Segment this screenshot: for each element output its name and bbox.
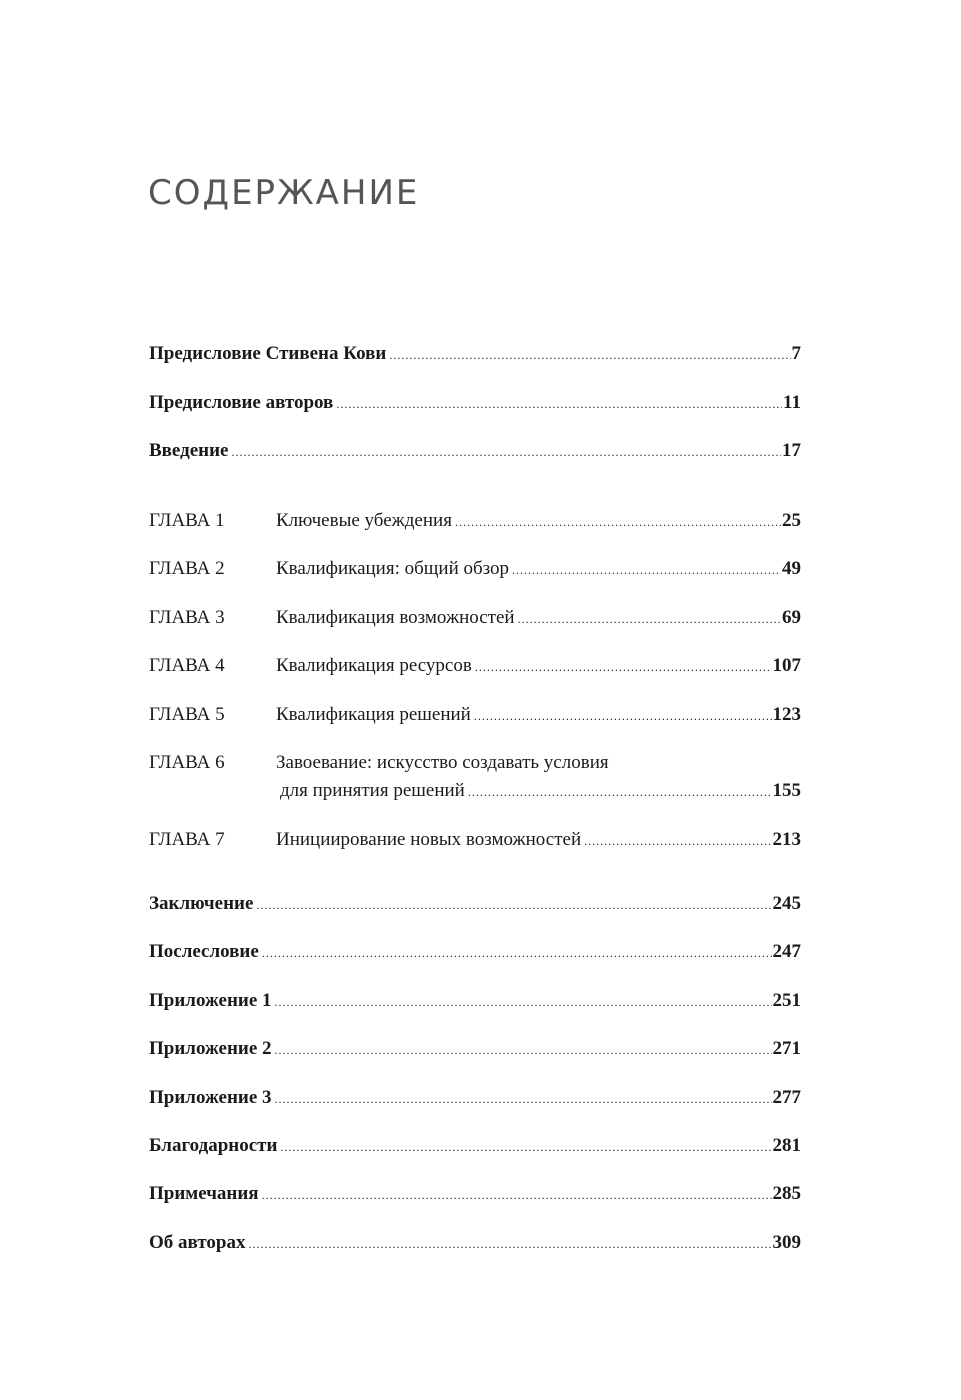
toc-page-number: 49 [782,558,801,579]
dot-leader [275,1085,772,1113]
toc-entry-title: Приложение 2 [149,1038,272,1059]
toc-entry-title: Об авторах [149,1232,246,1253]
toc-entry-chapter-3[interactable] [149,604,801,633]
chapter-label: ГЛАВА 6 [149,752,225,773]
toc-entry-title: Благодарности [149,1135,278,1156]
chapter-label: ГЛАВА 7 [149,829,225,850]
toc-page-number: 11 [783,392,801,413]
toc-entry-title: Завоевание: искусство создавать условия [276,752,609,773]
toc-entry-appendix-2[interactable] [149,1035,801,1064]
toc-entry-chapter-1[interactable] [149,507,801,536]
toc-page-number: 107 [772,655,801,676]
toc-entry-chapter-6[interactable] [149,749,801,806]
dot-leader [468,778,772,806]
chapter-label: ГЛАВА 5 [149,704,225,725]
toc-page-number: 277 [772,1087,801,1108]
toc-page-number: 213 [772,829,801,850]
chapter-label: ГЛАВА 1 [149,510,225,531]
chapter-label: ГЛАВА 2 [149,558,225,579]
dot-leader [474,702,772,730]
toc-page-number: 17 [782,440,801,461]
toc-entry-foreword-authors[interactable] [149,389,801,418]
dot-leader [475,653,772,681]
toc-entry-title: Квалификация: общий обзор [276,558,510,579]
toc-entry-chapter-5[interactable] [149,701,801,730]
toc-page-number: 123 [772,704,801,725]
toc-entry-title: Предисловие Стивена Кови [149,343,387,364]
toc-page-number: 285 [772,1183,801,1204]
toc-page-number: 251 [772,990,801,1011]
dot-leader [280,1133,771,1161]
toc-entry-afterword[interactable] [149,938,801,967]
toc-entry-appendix-1[interactable] [149,987,801,1016]
dot-leader [256,891,771,919]
toc-entry-acknowledgements[interactable] [149,1132,801,1161]
toc-entry-foreword-covey[interactable] [149,340,801,369]
dot-leader [262,1181,772,1209]
dot-leader [455,508,781,536]
toc-entry-conclusion[interactable] [149,890,801,919]
toc-entry-title: Квалификация ресурсов [276,655,472,676]
toc-entry-chapter-4[interactable] [149,652,801,681]
dot-leader [262,939,772,967]
toc-page-number: 281 [772,1135,801,1156]
chapter-label: ГЛАВА 3 [149,607,225,628]
toc-page-number: 245 [772,893,801,914]
toc-entry-title: Квалификация решений [276,704,471,725]
page-title: СОДЕРЖАНИЕ [148,173,420,213]
toc-page-number: 309 [772,1232,801,1253]
toc-page-number: 25 [782,510,801,531]
toc-entry-title: Предисловие авторов [149,392,334,413]
dot-leader [584,827,771,855]
toc-page-number: 155 [772,780,801,801]
toc-entry-title: Заключение [149,893,254,914]
dot-leader [389,341,790,369]
dot-leader [248,1230,771,1258]
toc-entry-title: Приложение 3 [149,1087,272,1108]
toc-entry-introduction[interactable] [149,437,801,466]
dot-leader [512,556,781,584]
dot-leader [275,988,772,1016]
dot-leader [518,605,781,633]
toc-entry-title: Введение [149,440,229,461]
dot-leader [336,390,782,418]
toc-entry-about-authors[interactable] [149,1229,801,1258]
toc-entry-appendix-3[interactable] [149,1084,801,1113]
toc-entry-title: Примечания [149,1183,259,1204]
toc-entry-title: Ключевые убеждения [276,510,452,531]
toc-entry-chapter-7[interactable] [149,826,801,855]
dot-leader [232,438,782,466]
toc-entry-notes[interactable] [149,1180,801,1209]
chapter-label: ГЛАВА 4 [149,655,225,676]
toc-entry-title: Квалификация возможностей [276,607,515,628]
toc-page-number: 7 [791,343,801,364]
toc-page-number: 271 [772,1038,801,1059]
toc-entry-chapter-2[interactable] [149,555,801,584]
toc-entry-title: Инициирование новых возможностей [276,829,582,850]
toc-page-number: 247 [772,941,801,962]
toc-entry-title: Приложение 1 [149,990,272,1011]
dot-leader [275,1036,772,1064]
toc-page-number: 69 [782,607,801,628]
toc-entry-title: Послесловие [149,941,259,962]
toc-entry-title-continued: для принятия решений [280,780,465,801]
